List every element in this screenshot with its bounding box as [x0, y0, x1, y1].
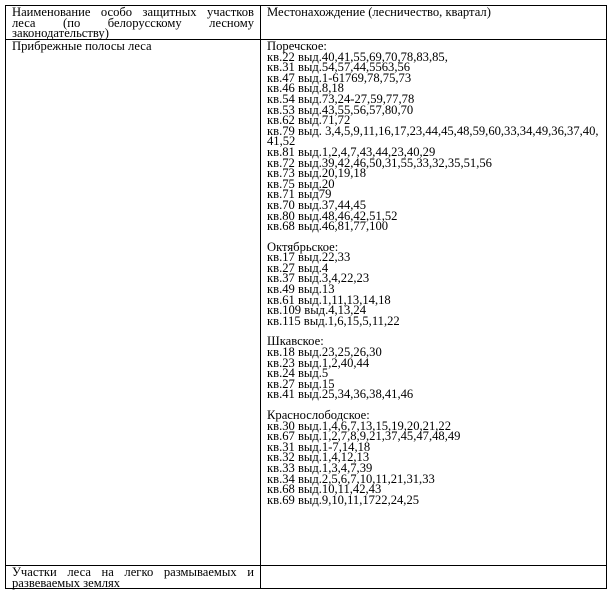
quarter-entry: кв.73 выд.20,19,18	[267, 166, 366, 181]
row-location-cell	[261, 40, 607, 566]
quarter-entry: кв.115 выд.1,6,15,5,11,22	[267, 313, 400, 328]
forestry-name: Октябрьское:	[267, 239, 339, 254]
quarter-entry: кв.75 выд.20	[267, 176, 335, 191]
quarter-entry: кв.79 выд. 3,4,5,9,11,16,17,23,44,45,48,59,60,33,34,49,36,37,40,41,52	[267, 123, 599, 149]
quarter-entry: кв.27 выд.15	[267, 376, 335, 391]
quarter-entry: кв.34 выд.2,5,6,7,10,11,21,31,33	[267, 471, 435, 486]
quarter-entry: кв.67 выд.1,2,7,8,9,21,37,45,47,48,49	[267, 429, 461, 444]
forestry-block	[267, 410, 600, 505]
table-header-row	[6, 6, 607, 40]
quarter-entry: кв.41 выд.25,34,36,38,41,46	[267, 387, 414, 402]
quarter-entry: кв.31 выд.54,57,44,5563,56	[267, 60, 411, 75]
quarter-entry: кв.72 выд.39,42,46,50,31,55,33,32,35,51,56	[267, 155, 492, 170]
quarter-entry: кв.18 выд.23,25,26,30	[267, 345, 382, 360]
quarter-entry: кв.46 выд.8,18	[267, 81, 344, 96]
quarter-entry: кв.30 выд.1,4,6,7,13,15,19,20,21,22	[267, 418, 452, 433]
quarter-entry: кв.27 выд.4	[267, 260, 329, 275]
forestry-name: Краснослободское:	[267, 408, 370, 422]
quarter-entry: кв.62 выд.71,72	[267, 113, 351, 128]
forestry-block	[267, 41, 600, 232]
quarter-entry: кв.81 выд.1,2,4,7,43,44,23,40,29	[267, 144, 436, 159]
quarter-entry: кв.69 выд.9,10,11,1722,24,25	[267, 492, 420, 507]
quarter-entry: кв.37 выд.3,4,22,23	[267, 271, 370, 286]
quarter-entry: кв.68 выд.10,11,42,43	[267, 482, 382, 497]
quarter-entry: кв.80 выд.48,46,42,51,52	[267, 208, 398, 223]
quarter-entry: кв.17 выд.22,33	[267, 250, 351, 265]
quarter-entry: кв.32 выд.1,4,12,13	[267, 450, 370, 465]
table-row	[6, 566, 607, 589]
quarter-entry: кв.33 выд.1,3,4,7,39	[267, 460, 373, 475]
quarter-entry: кв.31 выд.1-7,14,18	[267, 439, 371, 454]
quarter-entry: кв.24 выд.5	[267, 366, 329, 381]
quarter-entry: кв.70 выд.37,44,45	[267, 197, 366, 212]
quarter-entry: кв.53 выд.43,55,56,57,80,70	[267, 102, 414, 117]
quarter-entry: кв.61 выд.1,11,13,14,18	[267, 292, 391, 307]
quarter-entry: кв.71 выд79	[267, 187, 332, 202]
row-name-cell: Прибрежные полосы леса	[6, 40, 261, 566]
quarter-entry: кв.47 выд.1-61769,78,75,73	[267, 70, 412, 85]
row-name-cell: Участки леса на легко размываемых и развеваемых землях	[6, 566, 261, 589]
quarter-entry: кв.54 выд.73,24-27,59,77,78	[267, 91, 415, 106]
quarter-entry: кв.22 выд.40,41,55,69,70,78,83,85,	[267, 49, 448, 64]
quarter-entry: кв.68 выд.46,81,77,100	[267, 219, 389, 234]
header-cell-name: Наименование особо защитных участков леса (по белорусскому лесному законодательству)	[6, 6, 261, 40]
quarter-entry: кв.109 выд.4,13,24	[267, 303, 366, 318]
forestry-name: Поречское:	[267, 39, 327, 53]
quarter-entry: кв.49 выд.13	[267, 282, 335, 297]
header-cell-location: Местонахождение (лесничество, квартал)	[261, 6, 607, 40]
row-location-cell	[261, 566, 607, 589]
forest-areas-table	[5, 5, 607, 589]
quarter-entry: кв.23 выд.1,2,40,44	[267, 355, 370, 370]
forestry-block	[267, 336, 600, 400]
table-row	[6, 40, 607, 566]
forestry-name: Шкавское:	[267, 334, 324, 349]
forestry-block	[267, 239, 600, 328]
